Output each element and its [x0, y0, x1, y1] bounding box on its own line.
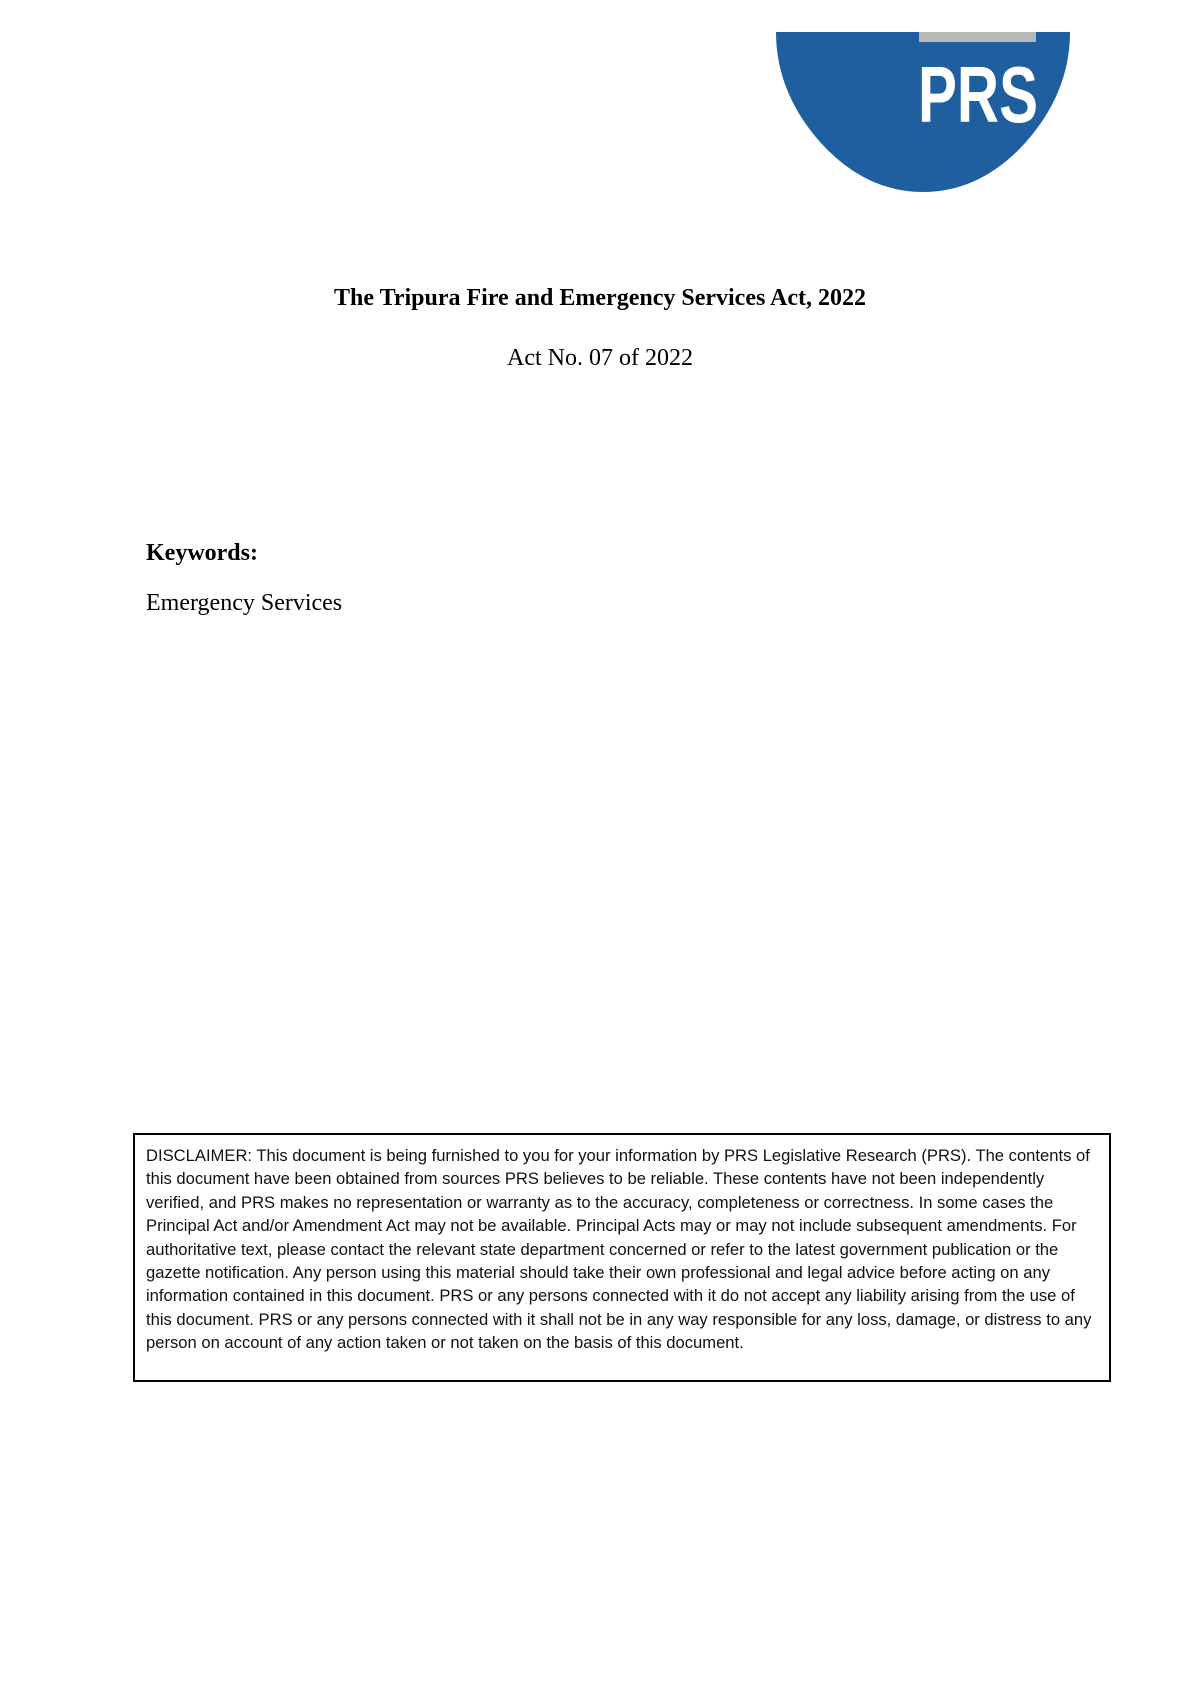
prs-logo-icon — [776, 32, 1070, 192]
disclaimer-text: DISCLAIMER: This document is being furnished to you for your information by PRS Legislative Research (PRS). The contents of this document have been obtained from sources PRS believes to be reliable. These contents have not been independently verified, and PRS makes no representation or warranty as to the accuracy, completeness or correctness. In some cases the Principal Act and/or Amendment Act may not be available. Principal Acts may or may not include subsequent amendments. For authoritative text, please contact the relevant state department concerned or refer to the latest government publication or the gazette notification. Any person using this material should take their own professional and legal advice before acting on any information contained in this document. PRS or any persons connected with it do not accept any liability arising from the use of this document. PRS or any persons connected with it shall not be in any way responsible for any loss, damage, or distress to any person on account of any action taken or not taken on the basis of this document. — [146, 1146, 1092, 1353]
act-number: Act No. 07 of 2022 — [507, 345, 693, 371]
logo-bar — [919, 32, 1036, 42]
keywords-heading: Keywords: — [146, 540, 258, 566]
document-title: The Tripura Fire and Emergency Services Act, 2022 — [334, 285, 866, 311]
logo-text: PRS — [918, 50, 1038, 139]
keywords-value: Emergency Services — [146, 590, 343, 616]
disclaimer-box — [133, 1133, 1111, 1382]
